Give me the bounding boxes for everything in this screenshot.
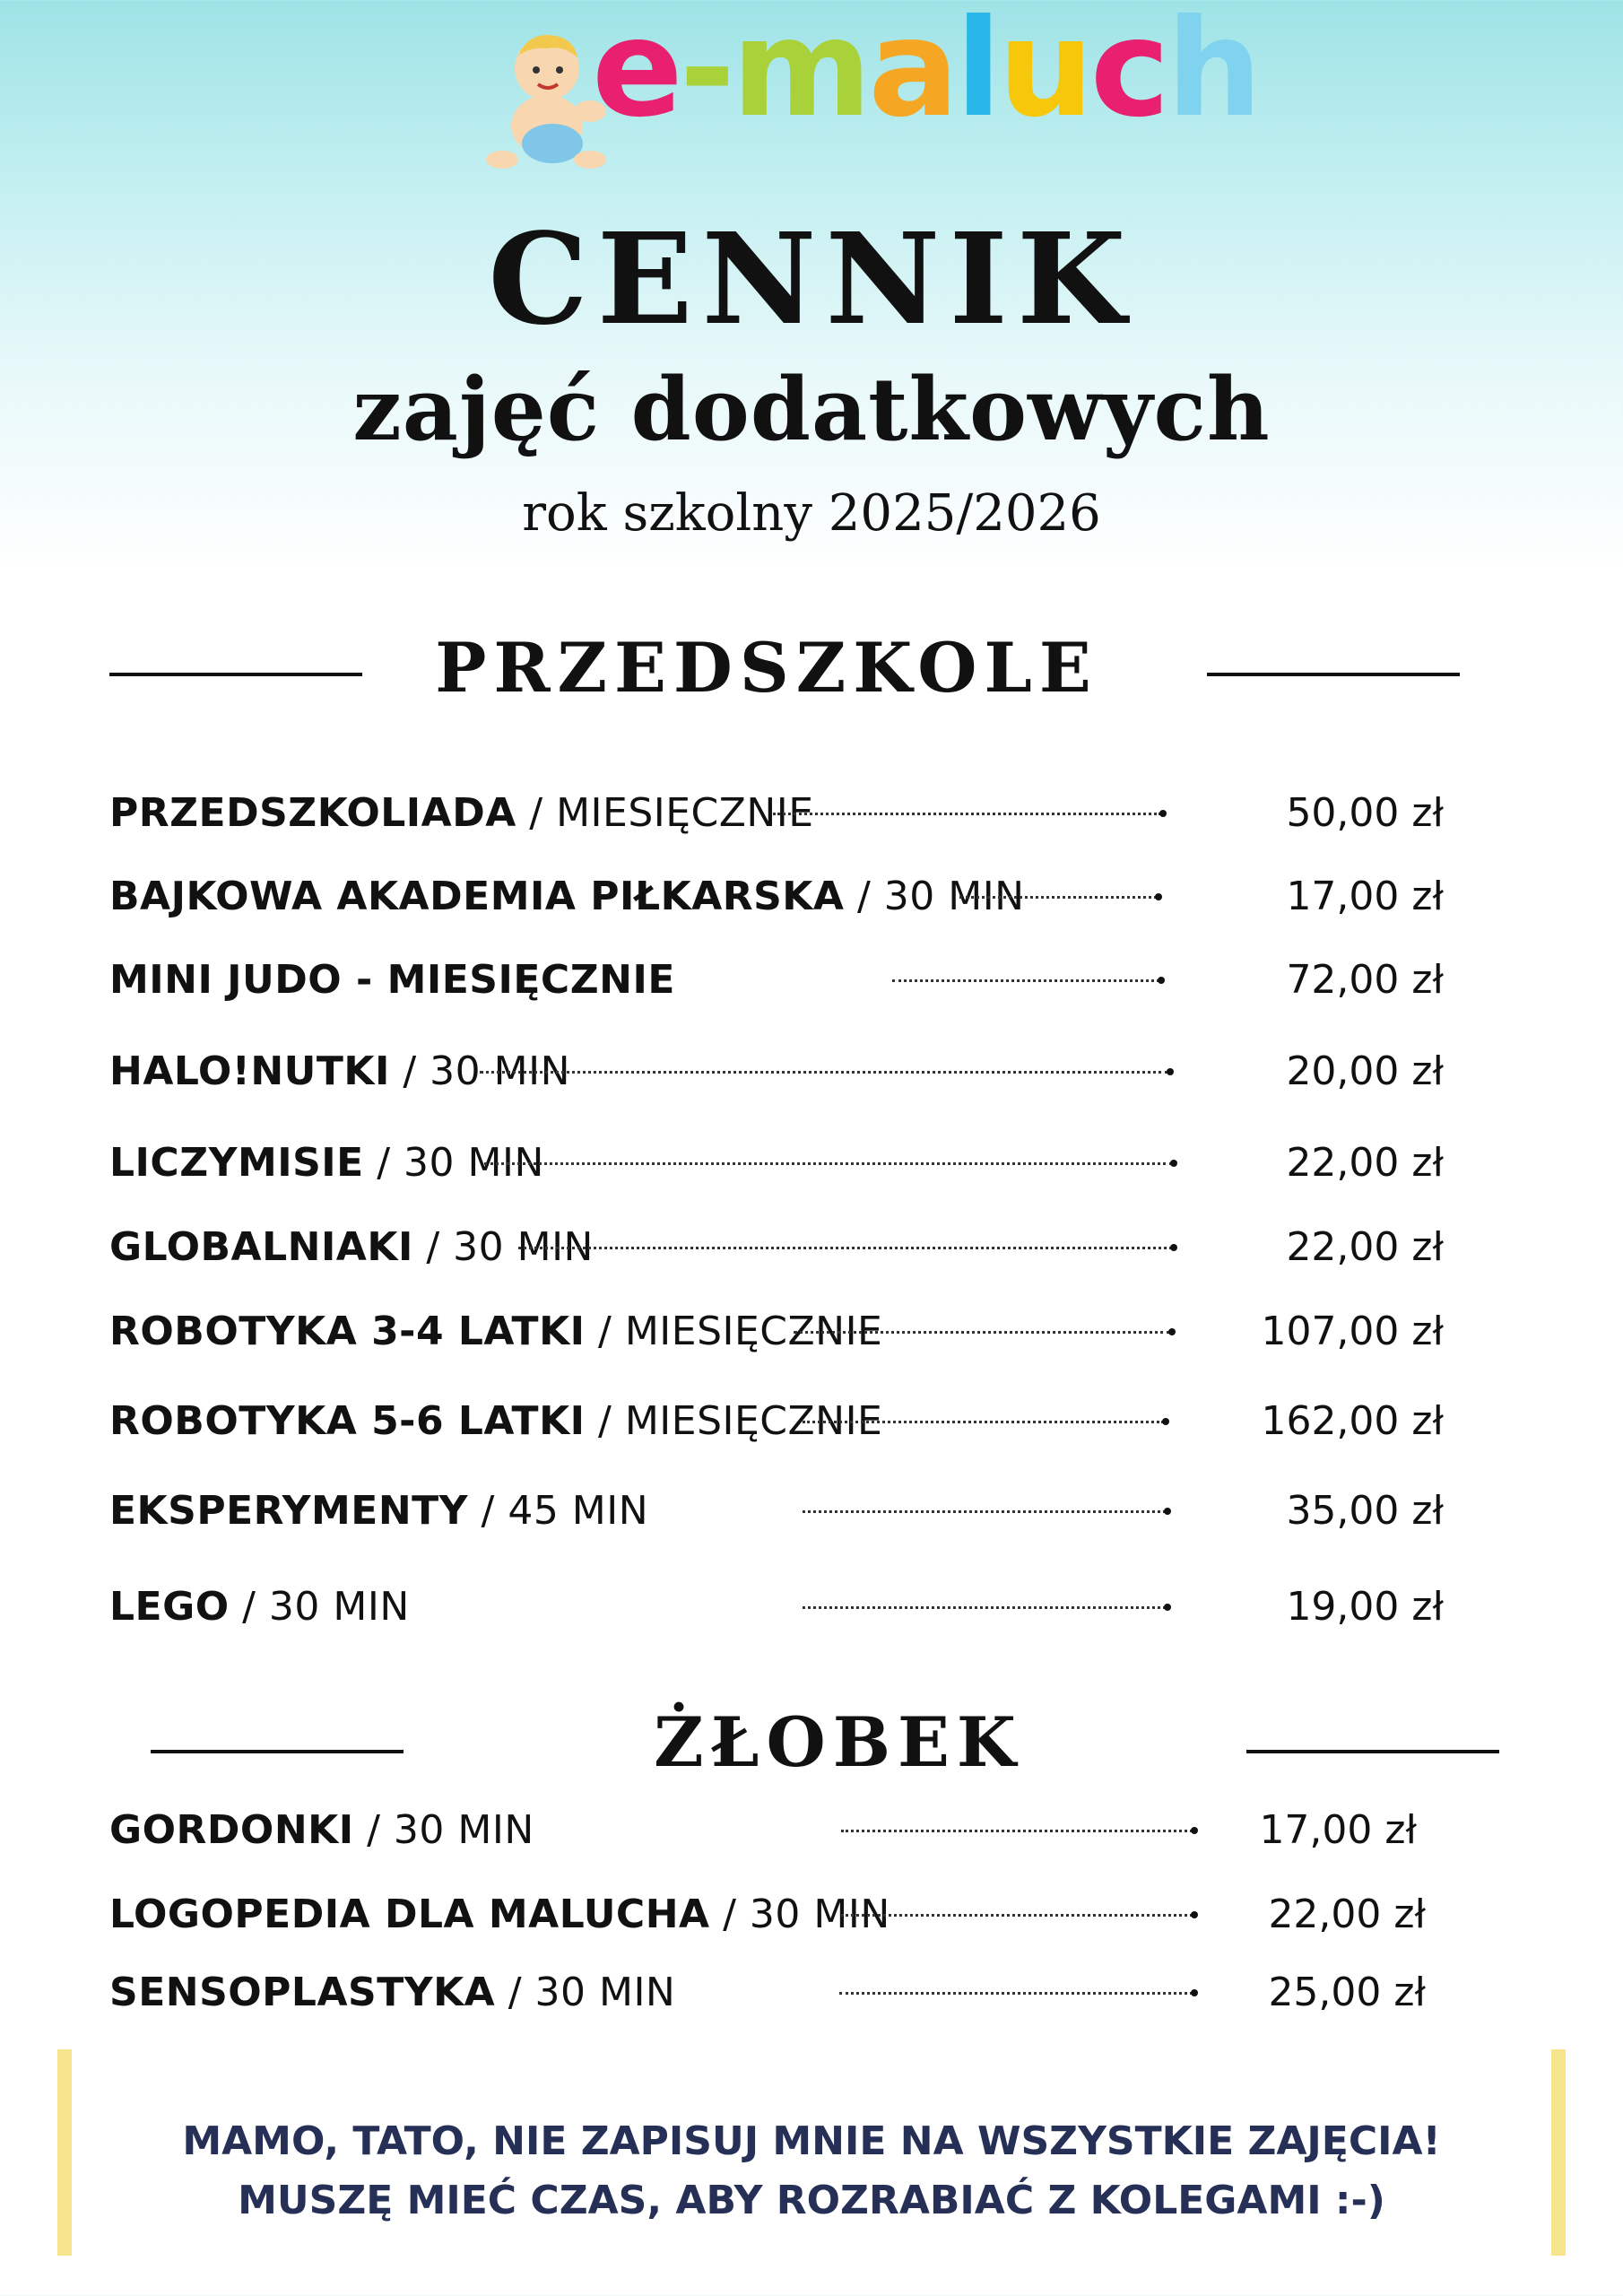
price-list-item <box>109 1576 1454 1639</box>
item-unit: 30 MIN <box>430 1048 570 1094</box>
item-name: GLOBALNIAKI / 30 MIN <box>109 1224 594 1270</box>
dotted-leader <box>892 979 1159 982</box>
dotted-leader <box>803 1606 1166 1609</box>
item-price: 22,00 zł <box>1286 1140 1444 1186</box>
price-list-item <box>109 949 1454 1012</box>
item-name: SENSOPLASTYKA / 30 MIN <box>109 1970 676 2015</box>
item-unit: 30 MIN <box>883 874 1025 919</box>
item-unit: 30 MIN <box>404 1140 544 1186</box>
item-price: 25,00 zł <box>1268 1970 1426 2015</box>
price-list-item <box>109 1961 1454 2024</box>
logo-letter: l <box>955 0 998 147</box>
item-price: 162,00 zł <box>1261 1398 1444 1444</box>
item-unit: 30 MIN <box>749 1892 890 1937</box>
price-list-item <box>109 1132 1454 1195</box>
item-price: 20,00 zł <box>1286 1048 1444 1094</box>
price-list-item <box>109 782 1454 845</box>
price-list-item <box>109 1799 1454 1862</box>
logo-text <box>592 0 1259 147</box>
item-unit: MIESIĘCZNIE <box>556 790 814 836</box>
item-unit: MIESIĘCZNIE <box>624 1398 883 1444</box>
price-list-item <box>109 1040 1454 1103</box>
logo-letter: a <box>868 0 956 147</box>
dotted-leader <box>841 1830 1193 1832</box>
item-name: HALO!NUTKI / 30 MIN <box>109 1048 570 1094</box>
section-heading-przedszkole: PRZEDSZKOLE <box>435 628 1098 708</box>
item-name: LOGOPEDIA DLA MALUCHA / 30 MIN <box>109 1892 890 1937</box>
item-price: 50,00 zł <box>1286 790 1444 836</box>
price-list-item <box>109 1390 1454 1453</box>
dotted-leader <box>803 1510 1166 1513</box>
item-price: 72,00 zł <box>1286 957 1444 1003</box>
item-name: BAJKOWA AKADEMIA PIŁKARSKA / 30 MIN <box>109 874 1025 919</box>
item-name: EKSPERYMENTY / 45 MIN <box>109 1488 649 1534</box>
item-name: LEGO / 30 MIN <box>109 1584 410 1630</box>
logo-letter: c <box>1089 0 1167 147</box>
item-name: MINI JUDO - MIESIĘCZNIE <box>109 957 675 1003</box>
dotted-leader <box>959 896 1157 899</box>
item-price: 19,00 zł <box>1286 1584 1444 1630</box>
price-list-item <box>109 865 1454 928</box>
item-unit: 45 MIN <box>508 1488 649 1534</box>
dotted-leader <box>839 1992 1193 1995</box>
item-name: PRZEDSZKOLIADA / MIESIĘCZNIE <box>109 790 814 836</box>
page-title: CENNIK <box>488 206 1135 353</box>
item-unit: 30 MIN <box>453 1224 594 1270</box>
dotted-leader <box>794 1331 1170 1334</box>
price-list-item <box>109 1480 1454 1543</box>
dotted-leader <box>841 1914 1193 1917</box>
price-list-item <box>109 1216 1454 1279</box>
price-list-item <box>109 1883 1454 1946</box>
item-name: LICZYMISIE / 30 MIN <box>109 1140 544 1186</box>
item-unit: MIESIĘCZNIE <box>624 1309 883 1354</box>
item-price: 22,00 zł <box>1286 1224 1444 1270</box>
logo-letter: - <box>679 0 732 147</box>
item-unit: 30 MIN <box>393 1807 534 1853</box>
logo-letter: m <box>732 0 869 147</box>
dotted-leader <box>803 1421 1164 1423</box>
dotted-leader <box>518 1247 1172 1249</box>
logo-letter: e <box>592 0 680 147</box>
note-line-2: MUSZĘ MIEĆ CZAS, ABY ROZRABIAĆ Z KOLEGAMI :-) <box>238 2178 1385 2223</box>
dotted-leader <box>480 1071 1168 1074</box>
item-price: 107,00 zł <box>1261 1309 1444 1354</box>
logo-letter: u <box>997 0 1090 147</box>
item-name: ROBOTYKA 5-6 LATKI / MIESIĘCZNIE <box>109 1398 883 1444</box>
note-line-1: MAMO, TATO, NIE ZAPISUJ MNIE NA WSZYSTKIE ZAJĘCIA! <box>182 2118 1441 2164</box>
page-subtitle: zajęć dodatkowych <box>352 359 1271 460</box>
item-unit: 30 MIN <box>534 1970 676 2015</box>
item-name: GORDONKI / 30 MIN <box>109 1807 534 1853</box>
dotted-leader <box>773 813 1161 815</box>
item-price: 22,00 zł <box>1268 1892 1426 1937</box>
item-price: 17,00 zł <box>1259 1807 1417 1853</box>
section-heading-zlobek: ŻŁOBEK <box>654 1702 1023 1782</box>
logo-letter: h <box>1166 0 1259 147</box>
item-unit: 30 MIN <box>268 1584 410 1630</box>
item-price: 17,00 zł <box>1286 874 1444 919</box>
school-year: rok szkolny 2025/2026 <box>522 484 1101 543</box>
item-price: 35,00 zł <box>1286 1488 1444 1534</box>
dotted-leader <box>484 1162 1172 1165</box>
price-list-item <box>109 1300 1454 1363</box>
item-name: ROBOTYKA 3-4 LATKI / MIESIĘCZNIE <box>109 1309 883 1354</box>
logo <box>484 0 1259 188</box>
